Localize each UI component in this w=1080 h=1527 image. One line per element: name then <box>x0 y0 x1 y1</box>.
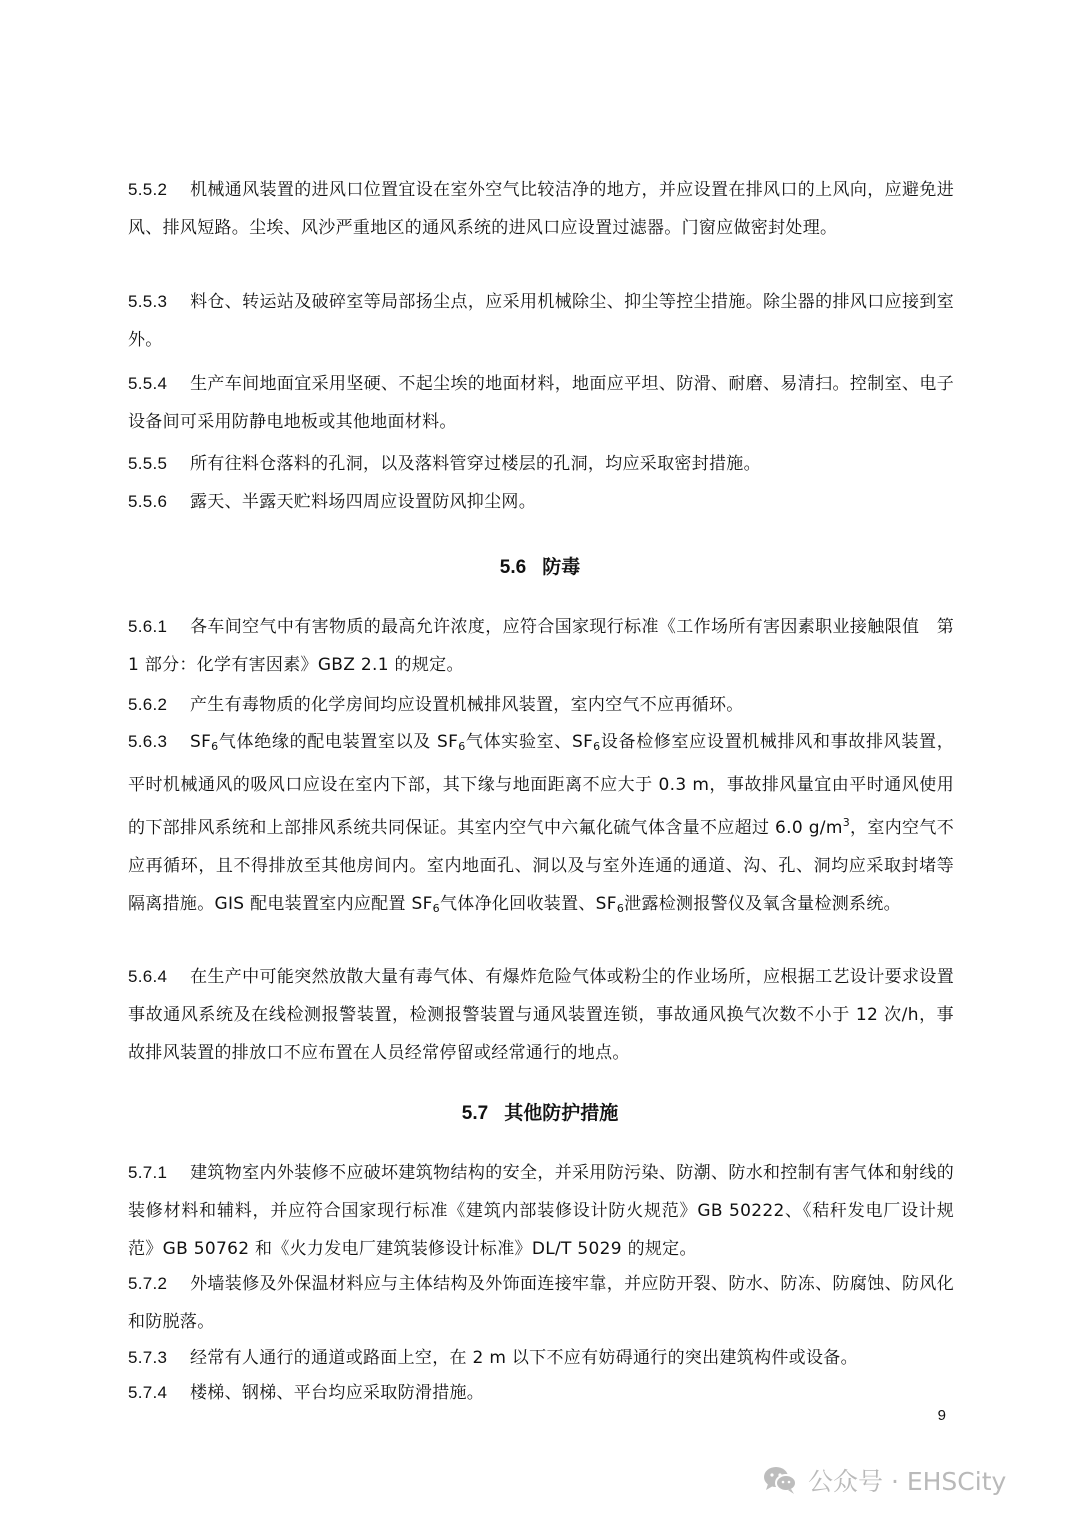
clause-number: 5.7.2 <box>128 1274 168 1293</box>
clause-5-7-2 <box>128 1265 954 1341</box>
clause-text: 经常有人通行的通道或路面上空，在 2 m 以下不应有妨碍通行的突出建筑构件或设备。 <box>190 1348 858 1368</box>
subscript: 6 <box>616 902 625 915</box>
clause-text: 在生产中可能突然放散大量有毒气体、有爆炸危险气体或粉尘的作业场所，应根据工艺设计要求设置事故通风系统及在线检测报警装置，检测报警装置与通风装置连锁，事故通风换气次数不小于 12 次/h，事故排风装置的排放口不应布置在人员经常停留或经常通行的地点。 <box>128 967 954 1063</box>
watermark <box>762 1462 1006 1498</box>
clause-text: 机械通风装置的进风口位置宜设在室外空气比较洁净的地方，并应设置在排风口的上风向，应避免进风、排风短路。尘埃、风沙严重地区的通风系统的进风口应设置过滤器。门窗应做密封处理。 <box>128 180 954 238</box>
clause-number: 5.5.4 <box>128 374 168 393</box>
clause-5-5-5 <box>128 445 954 483</box>
section-title: 其他防护措施 <box>504 1102 619 1124</box>
clause-text: 生产车间地面宜采用坚硬、不起尘埃的地面材料，地面应平坦、防滑、耐磨、易清扫。控制室、电子设备间可采用防静电地板或其他地面材料。 <box>128 374 954 432</box>
clause-5-5-6 <box>128 483 954 521</box>
section-number: 5.6 <box>499 557 527 578</box>
subscript: 6 <box>458 740 466 753</box>
section-heading-5-7 <box>0 1098 1080 1129</box>
clause-text-part: ，室内空气不应再循环，且不得排放至其他房间内。室内地面孔、洞以及与室外连通的通道、沟、孔、洞均应采取封堵等隔离措施。GIS 配电装置室内应配置 SF <box>128 818 954 914</box>
clause-text-part: 气体净化回收装置、SF <box>439 894 617 914</box>
wechat-icon <box>762 1465 798 1495</box>
clause-text: 楼梯、钢梯、平台均应采取防滑措施。 <box>190 1383 485 1403</box>
clause-text: 所有往料仓落料的孔洞，以及落料管穿过楼层的孔洞，均应采取密封措施。 <box>190 454 761 474</box>
clause-text: 建筑物室内外装修不应破坏建筑物结构的安全，并采用防污染、防潮、防水和控制有害气体和射线的装修材料和辅料，并应符合国家现行标准《建筑内部装修设计防火规范》GB 50222、《秸秆发电厂设计规范》GB 50762 和《火力发电厂建筑装修设计标准》DL/T 5029 的规定。 <box>128 1163 954 1259</box>
section-number: 5.7 <box>461 1103 489 1124</box>
clause-text-part: 气体绝缘的配电装置室以及 SF <box>218 732 459 752</box>
watermark-text: 公众号 · EHSCity <box>808 1467 1007 1496</box>
clause-5-7-1 <box>128 1154 954 1268</box>
clause-text: 料仓、转运站及破碎室等局部扬尘点，应采用机械除尘、抑尘等控尘措施。除尘器的排风口应接到室外。 <box>128 292 954 350</box>
clause-text: 各车间空气中有害物质的最高允许浓度，应符合国家现行标准《工作场所有害因素职业接触限值 第 1 部分：化学有害因素》GBZ 2.1 的规定。 <box>128 617 954 675</box>
clause-number: 5.6.4 <box>128 967 168 986</box>
subscript: 6 <box>211 740 219 753</box>
clause-5-6-2 <box>128 686 954 724</box>
clause-number: 5.6.1 <box>128 617 168 636</box>
clause-text-part: 气体实验室、SF <box>465 732 594 752</box>
clause-number: 5.5.6 <box>128 492 168 511</box>
clause-text-part: 设备检修室应设置机械排风和事故排风装置，平时机械通风的吸风口应设在室内下部，其下缘与地面距离不应大于 0.3 m，事故排风量宜由平时通风使用的下部排风系统和上部排风系统共同保证。其室内空气中六氟化硫气体含量不应超过 6.0 g/m <box>128 732 954 838</box>
clause-text-part: SF <box>190 732 212 752</box>
clause-text-part: 泄露检测报警仪及氧含量检测系统。 <box>624 894 901 914</box>
clause-text: 产生有毒物质的化学房间均应设置机械排风装置，室内空气不应再循环。 <box>190 695 744 715</box>
clause-text: 露天、半露天贮料场四周应设置防风抑尘网。 <box>190 492 536 512</box>
clause-5-7-3 <box>128 1339 954 1377</box>
clause-number: 5.7.3 <box>128 1348 168 1367</box>
clause-number: 5.6.2 <box>128 695 168 714</box>
page-number: 9 <box>937 1407 946 1424</box>
clause-number: 5.6.3 <box>128 732 168 751</box>
section-heading-5-6 <box>0 552 1080 583</box>
clause-number: 5.5.5 <box>128 454 168 473</box>
clause-number: 5.5.3 <box>128 292 168 311</box>
subscript: 6 <box>432 902 440 915</box>
clause-5-5-3 <box>128 283 954 359</box>
clause-5-6-1 <box>128 608 954 684</box>
clause-5-7-4 <box>128 1374 954 1412</box>
clause-number: 5.7.1 <box>128 1163 168 1182</box>
superscript: 3 <box>842 816 850 829</box>
clause-5-5-2 <box>128 171 954 247</box>
clause-number: 5.7.4 <box>128 1383 168 1402</box>
clause-5-6-3 <box>128 723 954 928</box>
section-title: 防毒 <box>542 556 581 578</box>
clause-5-6-4 <box>128 958 954 1072</box>
clause-5-5-4 <box>128 365 954 441</box>
clause-number: 5.5.2 <box>128 180 168 199</box>
subscript: 6 <box>593 740 601 753</box>
clause-text: 外墙装修及外保温材料应与主体结构及外饰面连接牢靠，并应防开裂、防水、防冻、防腐蚀、防风化和防脱落。 <box>128 1274 954 1332</box>
